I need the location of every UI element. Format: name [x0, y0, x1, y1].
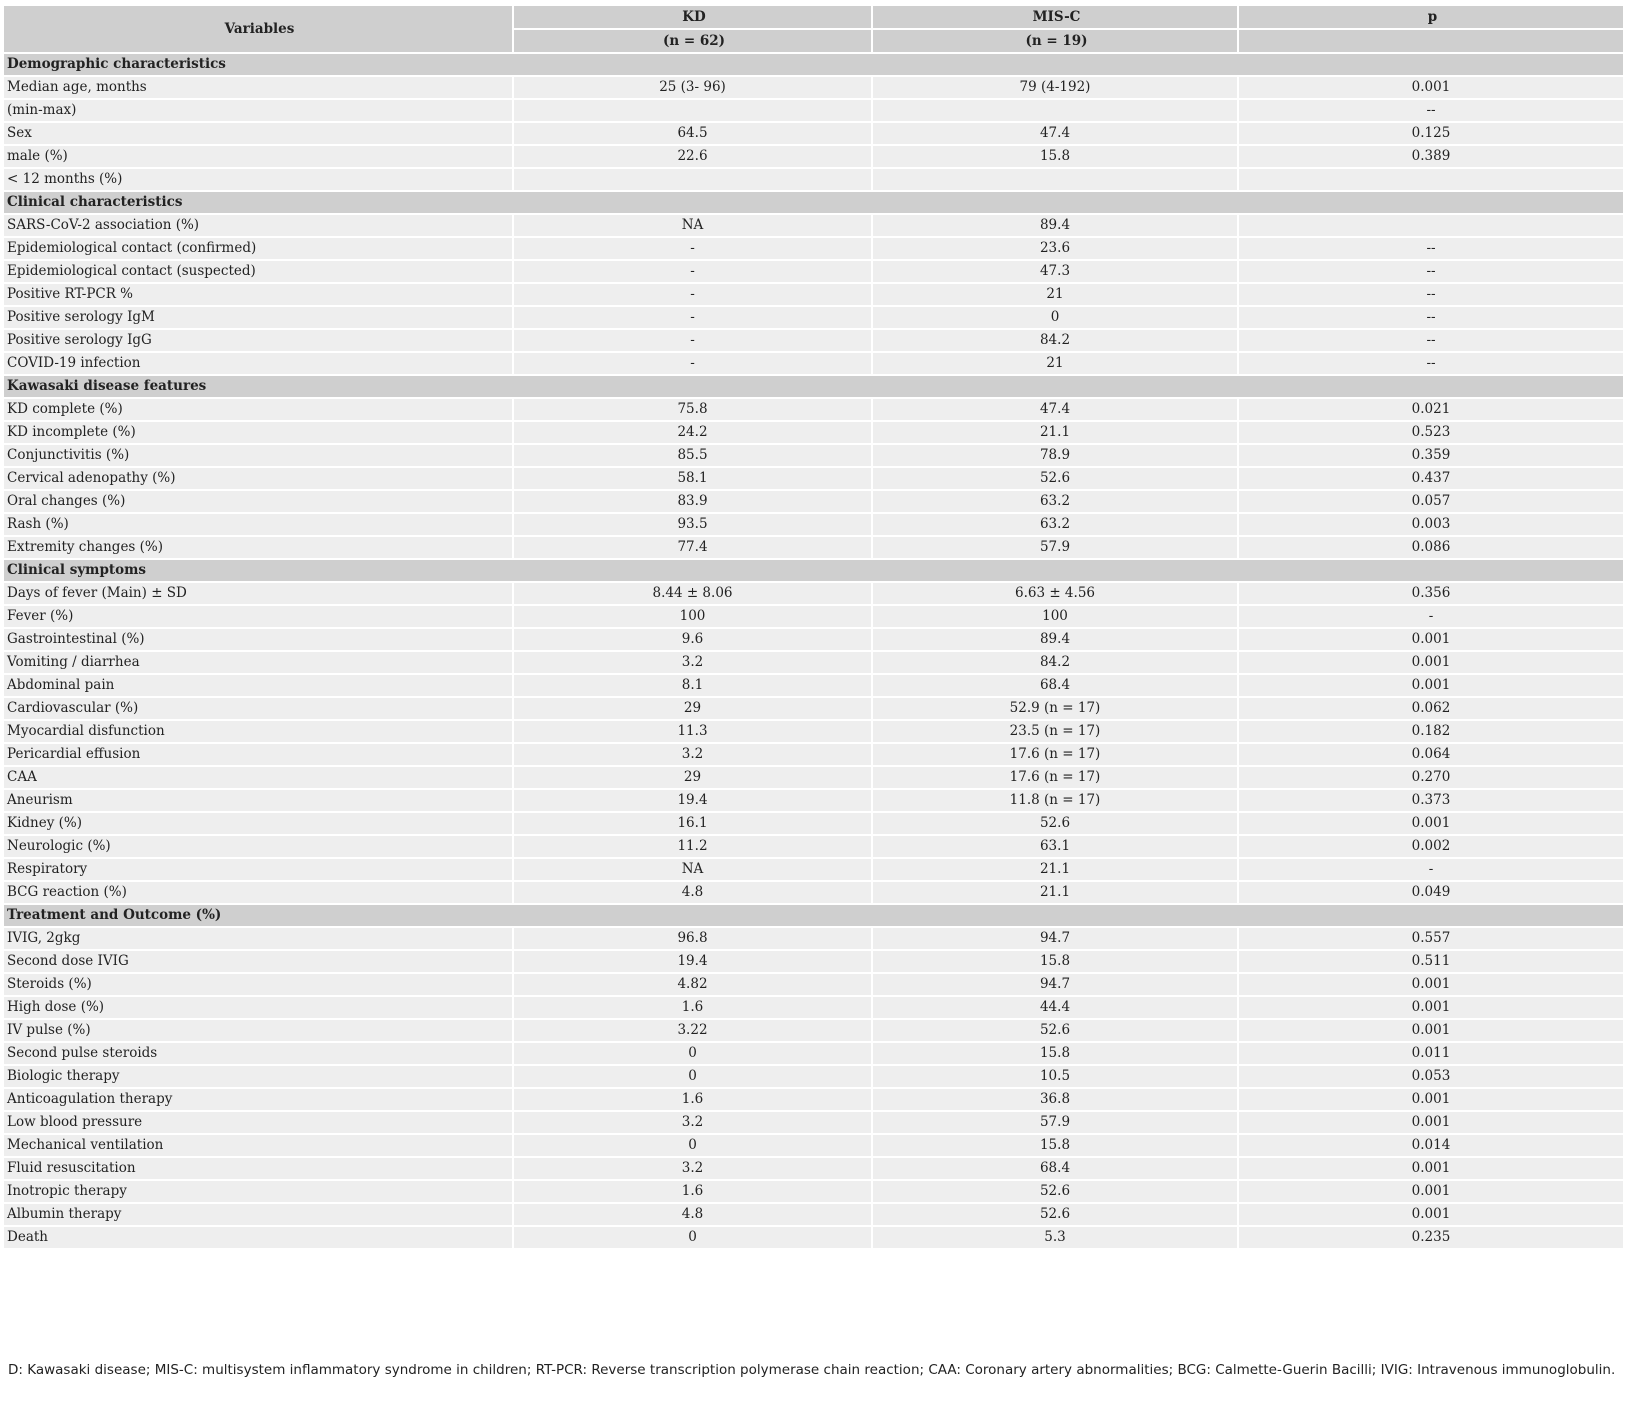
- cell-variable: Fever (%): [4, 606, 512, 627]
- cell-p-value: --: [1239, 353, 1623, 374]
- cell-variable: Gastrointestinal (%): [4, 629, 512, 650]
- cell-p-value: [1239, 215, 1623, 236]
- cell-kd: 16.1: [514, 813, 871, 834]
- cell-kd: -: [514, 284, 871, 305]
- cell-kd: 19.4: [514, 790, 871, 811]
- cell-variable: Median age, months: [4, 77, 512, 98]
- cell-misc: 68.4: [873, 675, 1237, 696]
- cell-variable: Oral changes (%): [4, 491, 512, 512]
- cell-kd: [514, 100, 871, 121]
- table-row: [4, 928, 1623, 949]
- section-title: Demographic characteristics: [4, 54, 1623, 75]
- table-row: [4, 123, 1623, 144]
- cell-p-value: 0.053: [1239, 1066, 1623, 1087]
- cell-kd: 85.5: [514, 445, 871, 466]
- cell-kd: 0: [514, 1043, 871, 1064]
- table-row: [4, 1158, 1623, 1179]
- kd-vs-misc-table: [2, 4, 1625, 1250]
- cell-misc: 63.2: [873, 514, 1237, 535]
- cell-misc: [873, 169, 1237, 190]
- cell-variable: Anticoagulation therapy: [4, 1089, 512, 1110]
- cell-kd: 0: [514, 1066, 871, 1087]
- table-row: [4, 514, 1623, 535]
- cell-variable: Low blood pressure: [4, 1112, 512, 1133]
- cell-kd: 29: [514, 767, 871, 788]
- section-title: Kawasaki disease features: [4, 376, 1623, 397]
- table-row: [4, 491, 1623, 512]
- cell-variable: Fluid resuscitation: [4, 1158, 512, 1179]
- table-row: [4, 1204, 1623, 1225]
- cell-p-value: -: [1239, 859, 1623, 880]
- cell-variable: IVIG, 2gkg: [4, 928, 512, 949]
- header-misc: MIS-C: [873, 6, 1237, 28]
- table-row: [4, 330, 1623, 351]
- cell-variable: Positive serology IgM: [4, 307, 512, 328]
- cell-variable: KD complete (%): [4, 399, 512, 420]
- header-p-n: [1239, 30, 1623, 52]
- cell-kd: -: [514, 330, 871, 351]
- table-row: [4, 353, 1623, 374]
- table-row: [4, 1020, 1623, 1041]
- cell-variable: Positive serology IgG: [4, 330, 512, 351]
- cell-p-value: 0.001: [1239, 77, 1623, 98]
- table-row: [4, 974, 1623, 995]
- cell-p-value: 0.001: [1239, 675, 1623, 696]
- cell-p-value: 0.125: [1239, 123, 1623, 144]
- table-row: [4, 1181, 1623, 1202]
- cell-kd: 77.4: [514, 537, 871, 558]
- section-header-row: [4, 54, 1623, 75]
- table-row: [4, 537, 1623, 558]
- cell-p-value: 0.373: [1239, 790, 1623, 811]
- table-row: [4, 284, 1623, 305]
- cell-p-value: --: [1239, 330, 1623, 351]
- cell-variable: (min-max): [4, 100, 512, 121]
- table-row: [4, 1089, 1623, 1110]
- cell-kd: 25 (3- 96): [514, 77, 871, 98]
- cell-variable: Epidemiological contact (suspected): [4, 261, 512, 282]
- cell-variable: Aneurism: [4, 790, 512, 811]
- cell-p-value: 0.001: [1239, 629, 1623, 650]
- cell-p-value: --: [1239, 238, 1623, 259]
- section-header-row: [4, 560, 1623, 581]
- cell-misc: 89.4: [873, 629, 1237, 650]
- cell-misc: 36.8: [873, 1089, 1237, 1110]
- cell-p-value: 0.086: [1239, 537, 1623, 558]
- cell-misc: 52.6: [873, 468, 1237, 489]
- cell-variable: Respiratory: [4, 859, 512, 880]
- cell-p-value: 0.002: [1239, 836, 1623, 857]
- table-row: [4, 307, 1623, 328]
- header-row-1: [4, 6, 1623, 28]
- cell-variable: Cervical adenopathy (%): [4, 468, 512, 489]
- table-row: [4, 606, 1623, 627]
- cell-misc: 0: [873, 307, 1237, 328]
- cell-p-value: 0.011: [1239, 1043, 1623, 1064]
- table-row: [4, 859, 1623, 880]
- cell-misc: 84.2: [873, 330, 1237, 351]
- cell-p-value: 0.270: [1239, 767, 1623, 788]
- table-row: [4, 836, 1623, 857]
- cell-misc: 44.4: [873, 997, 1237, 1018]
- cell-kd: -: [514, 261, 871, 282]
- cell-p-value: --: [1239, 261, 1623, 282]
- table-row: [4, 1066, 1623, 1087]
- section-title: Treatment and Outcome (%): [4, 905, 1623, 926]
- cell-p-value: 0.235: [1239, 1227, 1623, 1248]
- cell-variable: Inotropic therapy: [4, 1181, 512, 1202]
- cell-variable: BCG reaction (%): [4, 882, 512, 903]
- cell-misc: 52.6: [873, 1204, 1237, 1225]
- cell-variable: < 12 months (%): [4, 169, 512, 190]
- cell-p-value: 0.557: [1239, 928, 1623, 949]
- table-row: [4, 1112, 1623, 1133]
- table-row: [4, 882, 1623, 903]
- table-footnote: D: Kawasaki disease; MIS-C: multisystem inflammatory syndrome in children; RT-PCR: Reverse transcription polymerase chain reaction; CAA: Coronary artery abnormalities; BCG: Calmette-Guerin Bacilli; IVIG: Intravenous immunoglobulin.: [8, 1362, 1616, 1378]
- table-row: [4, 813, 1623, 834]
- cell-kd: 3.2: [514, 1158, 871, 1179]
- cell-misc: [873, 100, 1237, 121]
- cell-misc: 63.2: [873, 491, 1237, 512]
- table-row: [4, 77, 1623, 98]
- cell-misc: 78.9: [873, 445, 1237, 466]
- cell-kd: 19.4: [514, 951, 871, 972]
- cell-misc: 52.9 (n = 17): [873, 698, 1237, 719]
- cell-variable: Days of fever (Main) ± SD: [4, 583, 512, 604]
- header-kd-n: (n = 62): [514, 30, 871, 52]
- cell-misc: 57.9: [873, 537, 1237, 558]
- table-row: [4, 215, 1623, 236]
- table-row: [4, 1227, 1623, 1248]
- cell-variable: Biologic therapy: [4, 1066, 512, 1087]
- cell-kd: 8.44 ± 8.06: [514, 583, 871, 604]
- cell-variable: KD incomplete (%): [4, 422, 512, 443]
- cell-misc: 11.8 (n = 17): [873, 790, 1237, 811]
- header-kd: KD: [514, 6, 871, 28]
- cell-kd: 8.1: [514, 675, 871, 696]
- cell-misc: 21.1: [873, 859, 1237, 880]
- cell-p-value: 0.001: [1239, 1020, 1623, 1041]
- cell-variable: Death: [4, 1227, 512, 1248]
- cell-variable: IV pulse (%): [4, 1020, 512, 1041]
- cell-misc: 17.6 (n = 17): [873, 744, 1237, 765]
- cell-variable: Kidney (%): [4, 813, 512, 834]
- cell-kd: 75.8: [514, 399, 871, 420]
- cell-p-value: 0.001: [1239, 813, 1623, 834]
- table-row: [4, 790, 1623, 811]
- cell-p-value: 0.437: [1239, 468, 1623, 489]
- cell-misc: 47.3: [873, 261, 1237, 282]
- cell-p-value: 0.511: [1239, 951, 1623, 972]
- table-row: [4, 767, 1623, 788]
- cell-misc: 84.2: [873, 652, 1237, 673]
- cell-variable: Extremity changes (%): [4, 537, 512, 558]
- cell-variable: Vomiting / diarrhea: [4, 652, 512, 673]
- cell-p-value: 0.001: [1239, 1158, 1623, 1179]
- cell-variable: Pericardial effusion: [4, 744, 512, 765]
- cell-p-value: --: [1239, 284, 1623, 305]
- cell-misc: 15.8: [873, 1043, 1237, 1064]
- cell-p-value: 0.523: [1239, 422, 1623, 443]
- cell-misc: 6.63 ± 4.56: [873, 583, 1237, 604]
- cell-variable: Rash (%): [4, 514, 512, 535]
- cell-variable: Positive RT-PCR %: [4, 284, 512, 305]
- cell-kd: 3.22: [514, 1020, 871, 1041]
- table-row: [4, 583, 1623, 604]
- cell-kd: 93.5: [514, 514, 871, 535]
- table-row: [4, 721, 1623, 742]
- cell-p-value: [1239, 169, 1623, 190]
- cell-variable: High dose (%): [4, 997, 512, 1018]
- cell-misc: 47.4: [873, 399, 1237, 420]
- cell-p-value: 0.389: [1239, 146, 1623, 167]
- table-row: [4, 629, 1623, 650]
- cell-kd: 0: [514, 1227, 871, 1248]
- cell-variable: Epidemiological contact (confirmed): [4, 238, 512, 259]
- table-row: [4, 468, 1623, 489]
- cell-kd: NA: [514, 215, 871, 236]
- cell-kd: 24.2: [514, 422, 871, 443]
- header-misc-n: (n = 19): [873, 30, 1237, 52]
- cell-misc: 17.6 (n = 17): [873, 767, 1237, 788]
- cell-p-value: -: [1239, 606, 1623, 627]
- cell-p-value: 0.062: [1239, 698, 1623, 719]
- cell-kd: 1.6: [514, 1089, 871, 1110]
- cell-kd: 3.2: [514, 744, 871, 765]
- cell-kd: -: [514, 238, 871, 259]
- cell-kd: 22.6: [514, 146, 871, 167]
- cell-p-value: 0.001: [1239, 997, 1623, 1018]
- cell-variable: Neurologic (%): [4, 836, 512, 857]
- cell-p-value: 0.057: [1239, 491, 1623, 512]
- cell-p-value: 0.001: [1239, 652, 1623, 673]
- cell-misc: 5.3: [873, 1227, 1237, 1248]
- cell-misc: 21: [873, 353, 1237, 374]
- cell-kd: -: [514, 353, 871, 374]
- cell-p-value: 0.001: [1239, 974, 1623, 995]
- cell-kd: 3.2: [514, 652, 871, 673]
- table-row: [4, 951, 1623, 972]
- cell-kd: [514, 169, 871, 190]
- table-row: [4, 1135, 1623, 1156]
- cell-variable: Steroids (%): [4, 974, 512, 995]
- table-body: [4, 6, 1623, 1248]
- comparison-table-container: [4, 4, 1625, 1250]
- cell-kd: 4.8: [514, 1204, 871, 1225]
- table-row: [4, 1043, 1623, 1064]
- cell-kd: -: [514, 307, 871, 328]
- cell-p-value: 0.064: [1239, 744, 1623, 765]
- cell-variable: Cardiovascular (%): [4, 698, 512, 719]
- cell-p-value: 0.003: [1239, 514, 1623, 535]
- cell-variable: male (%): [4, 146, 512, 167]
- table-row: [4, 100, 1623, 121]
- cell-misc: 15.8: [873, 951, 1237, 972]
- cell-misc: 15.8: [873, 1135, 1237, 1156]
- cell-kd: 96.8: [514, 928, 871, 949]
- table-row: [4, 675, 1623, 696]
- cell-variable: Conjunctivitis (%): [4, 445, 512, 466]
- cell-kd: 0: [514, 1135, 871, 1156]
- cell-kd: 58.1: [514, 468, 871, 489]
- table-row: [4, 169, 1623, 190]
- section-header-row: [4, 376, 1623, 397]
- cell-kd: 11.3: [514, 721, 871, 742]
- table-row: [4, 399, 1623, 420]
- section-title: Clinical characteristics: [4, 192, 1623, 213]
- table-row: [4, 997, 1623, 1018]
- cell-p-value: 0.014: [1239, 1135, 1623, 1156]
- cell-misc: 21: [873, 284, 1237, 305]
- cell-misc: 21.1: [873, 422, 1237, 443]
- cell-p-value: 0.001: [1239, 1112, 1623, 1133]
- table-row: [4, 744, 1623, 765]
- cell-variable: Mechanical ventilation: [4, 1135, 512, 1156]
- cell-misc: 94.7: [873, 974, 1237, 995]
- table-row: [4, 261, 1623, 282]
- cell-misc: 79 (4-192): [873, 77, 1237, 98]
- cell-variable: Abdominal pain: [4, 675, 512, 696]
- cell-p-value: 0.021: [1239, 399, 1623, 420]
- table-row: [4, 698, 1623, 719]
- cell-variable: CAA: [4, 767, 512, 788]
- cell-p-value: --: [1239, 100, 1623, 121]
- cell-kd: 83.9: [514, 491, 871, 512]
- table-row: [4, 146, 1623, 167]
- cell-misc: 63.1: [873, 836, 1237, 857]
- cell-variable: SARS-CoV-2 association (%): [4, 215, 512, 236]
- cell-variable: Second pulse steroids: [4, 1043, 512, 1064]
- table-row: [4, 422, 1623, 443]
- cell-misc: 52.6: [873, 1020, 1237, 1041]
- cell-misc: 47.4: [873, 123, 1237, 144]
- cell-misc: 94.7: [873, 928, 1237, 949]
- table-row: [4, 445, 1623, 466]
- cell-p-value: 0.356: [1239, 583, 1623, 604]
- cell-kd: 9.6: [514, 629, 871, 650]
- cell-p-value: 0.182: [1239, 721, 1623, 742]
- cell-p-value: 0.001: [1239, 1204, 1623, 1225]
- cell-kd: 4.8: [514, 882, 871, 903]
- cell-p-value: 0.359: [1239, 445, 1623, 466]
- cell-kd: 1.6: [514, 997, 871, 1018]
- cell-kd: 4.82: [514, 974, 871, 995]
- cell-variable: Albumin therapy: [4, 1204, 512, 1225]
- cell-misc: 21.1: [873, 882, 1237, 903]
- section-header-row: [4, 192, 1623, 213]
- cell-kd: 64.5: [514, 123, 871, 144]
- cell-p-value: --: [1239, 307, 1623, 328]
- cell-misc: 10.5: [873, 1066, 1237, 1087]
- header-p: p: [1239, 6, 1623, 28]
- cell-kd: 3.2: [514, 1112, 871, 1133]
- cell-variable: Second dose IVIG: [4, 951, 512, 972]
- cell-misc: 52.6: [873, 1181, 1237, 1202]
- cell-misc: 23.5 (n = 17): [873, 721, 1237, 742]
- cell-p-value: 0.001: [1239, 1089, 1623, 1110]
- cell-kd: 1.6: [514, 1181, 871, 1202]
- table-row: [4, 238, 1623, 259]
- cell-misc: 15.8: [873, 146, 1237, 167]
- table-row: [4, 652, 1623, 673]
- cell-misc: 100: [873, 606, 1237, 627]
- cell-misc: 57.9: [873, 1112, 1237, 1133]
- cell-kd: 100: [514, 606, 871, 627]
- section-header-row: [4, 905, 1623, 926]
- cell-misc: 68.4: [873, 1158, 1237, 1179]
- cell-misc: 23.6: [873, 238, 1237, 259]
- cell-variable: Myocardial disfunction: [4, 721, 512, 742]
- cell-misc: 52.6: [873, 813, 1237, 834]
- cell-p-value: 0.049: [1239, 882, 1623, 903]
- cell-kd: 11.2: [514, 836, 871, 857]
- header-variables: Variables: [4, 6, 512, 52]
- cell-kd: NA: [514, 859, 871, 880]
- cell-misc: 89.4: [873, 215, 1237, 236]
- cell-kd: 29: [514, 698, 871, 719]
- section-title: Clinical symptoms: [4, 560, 1623, 581]
- cell-variable: Sex: [4, 123, 512, 144]
- cell-variable: COVID-19 infection: [4, 353, 512, 374]
- cell-p-value: 0.001: [1239, 1181, 1623, 1202]
